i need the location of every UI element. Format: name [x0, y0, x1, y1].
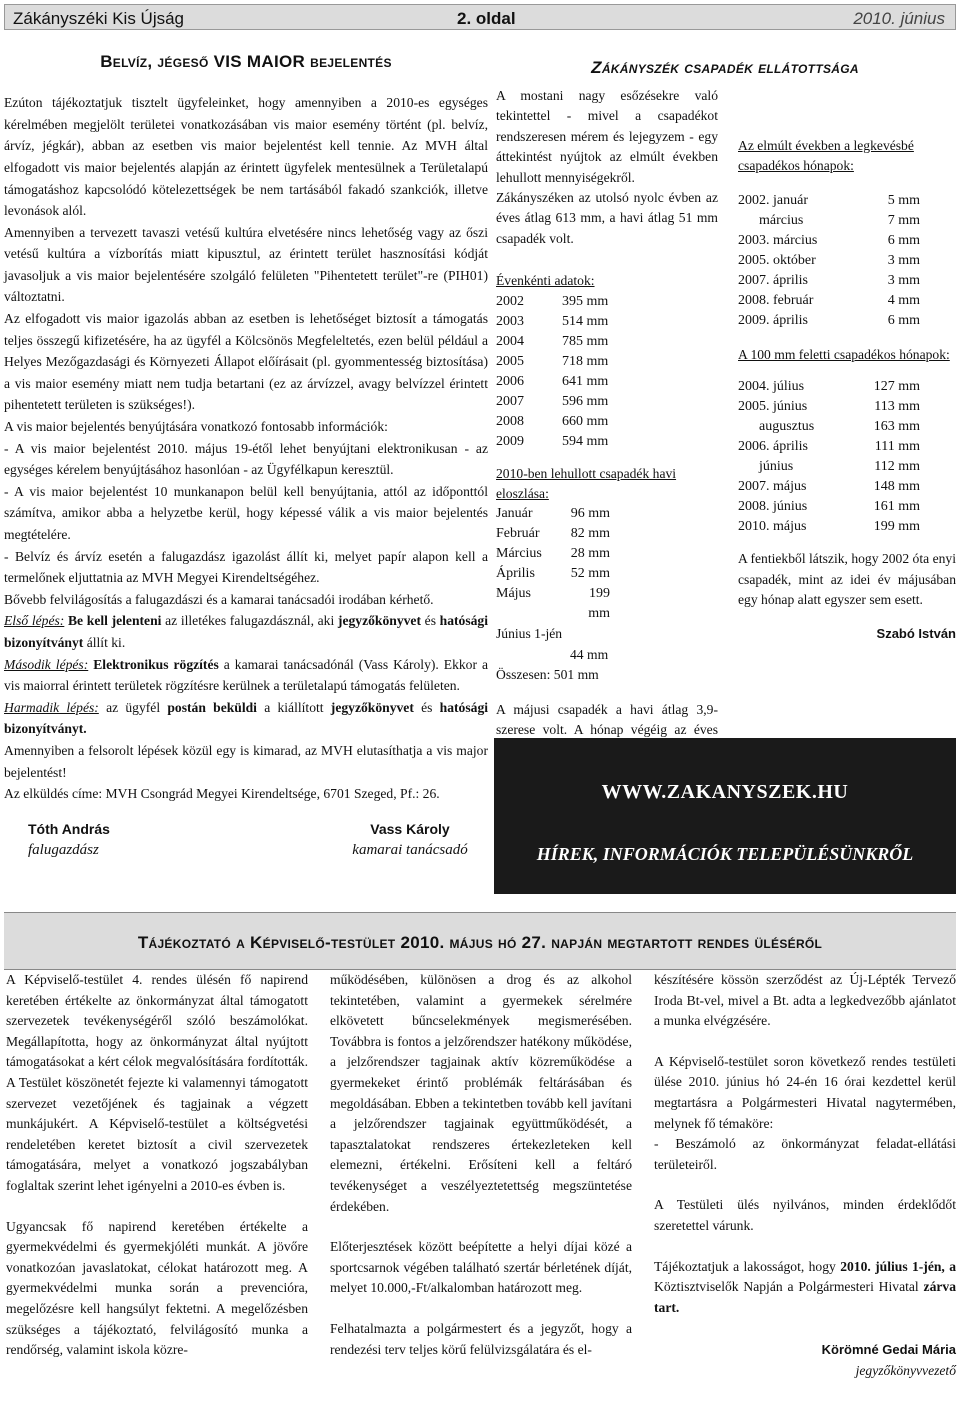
row-label: 2004. július [738, 379, 805, 395]
driest-row [738, 291, 920, 311]
row-value: 395 mm [562, 293, 609, 309]
row-value: 3 mm [887, 252, 920, 268]
row-label: Január [496, 506, 533, 522]
wet-row [738, 497, 920, 517]
row-value: 6 mm [887, 312, 920, 328]
promo-tagline: HÍREK, INFORMÁCIÓK TELEPÜLÉSÜNKRŐL [536, 844, 914, 865]
yearly-row [496, 372, 652, 392]
driest-row [738, 251, 920, 271]
page-header [4, 4, 956, 30]
row-value: 112 mm [874, 459, 920, 475]
paragraph: Amennyiben a tervezett tavaszi vetésű kultúra elvetésére nincs lehetőség vagy az őszi vetésű kultúra a vízborítás miatt kipusztul, az érintett terület hasznosítási kódját javasoljuk a vis maior bejelentésére szolgáló felületen "Pihentetett terület"-re (PIH01) változtatni. [4, 224, 488, 305]
paragraph: Előterjesztések között beépítette a helyi díjai közé a sportcsarnok végében található szertár bérletének díját, melyet 10.000,-Ft/alkalomban határozott meg. [330, 1239, 632, 1296]
row-value: 199 mm [588, 586, 610, 622]
council-col-3 [654, 970, 956, 1382]
paragraph: készítésére kössön szerződést az Új-Lépték Tervező Iroda Bt-vel, mivel a Bt. adta a legkedvezőbb ajánlatot a munka elvégzésére. [654, 972, 956, 1029]
june-row: Június 1-jén [496, 626, 563, 642]
row-value: 113 mm [874, 399, 920, 415]
wet-row [738, 397, 920, 417]
row-value: 718 mm [562, 353, 609, 369]
website-promo [494, 738, 956, 894]
paragraph: A mostani nagy esőzésekre való tekintettel - mivel a csapadékot rendszeresen mérem és lejegyzem - egy áttekintést nyújtok az elmúlt években lehullott mennyiségekről. [496, 88, 718, 185]
council-title: Tájékoztató a Képviselő-testület 2010. május hó 27. napján megtartott rendes üléséről [137, 933, 823, 952]
row-label: Március [496, 546, 542, 562]
monthly-row [496, 544, 610, 564]
council-col-1 [6, 970, 308, 1361]
signature-tanacsado: Vass Károly kamarai tanácsadó [352, 821, 468, 858]
newspaper-title: Zákányszéki Kis Újság [13, 9, 185, 28]
yearly-row [496, 292, 652, 312]
row-value: 594 mm [562, 433, 609, 449]
paragraph: Ugyancsak fő napirend keretében értékelte a gyermekvédelmi és gyermekjóléti munkát. A jövőre vonatkozóan javaslatokat, célokat határozott meg. A gyermekvédelmi munka során a prevencióra, megelőzésre kell hangsúlyt fektetni. A megelőzésben szükséges a tájékoztató, felvilágosító munka a rendőrség, valamint iskola közre- [6, 1218, 308, 1358]
row-value: 660 mm [562, 413, 609, 429]
row-value: 148 mm [873, 479, 920, 495]
row-value: 5 mm [887, 192, 920, 208]
paragraph: Az elfogadott vis maior igazolás abban az esetben is lehetőséget biztosít a támogatás teljes összegű kifizetésére, ha az ügyfél a Kölcsönös Megfeleltetés, ezen belül például a Helyes Mezőgazdasági és Környezeti Állapot előírásait (pl. gyommentesség biztosítása) a vis maior esemény miatt nem tudja betartani (ez az árvízzel, avagy belvízzel érintett pihentetett területen is szükséges!). [4, 311, 488, 413]
row-label: 2005. június [738, 399, 808, 415]
paragraph: A Képviselő-testület 4. rendes ülésén fő napirend keretében értékelte az önkormányzat által támogatott szervezetek tevékenységéről szóló beszámolókat. Megállapította, hogy az önkormányzat által nyújtott támogatásokat a kért célok megvalósítására fordították. A Testület köszönetét fejezte ki valamennyi támogatott szervezet vezetőjének és tagjainak a végzett munkájukért. A Képviselő-testület a költségvetési rendeletében keretet biztosít a civil szervezetek támogatására, melyet a vonatkozó jogszabályban foglaltak szerint lehet igényelni a 2010-es évben is. [6, 972, 308, 1193]
row-label: 2007. május [738, 479, 807, 495]
article-title: Belvíz, jégeső VIS MAIOR bejelentés [100, 52, 392, 71]
yearly-row [496, 412, 652, 432]
row-value: 199 mm [873, 519, 920, 535]
row-value: 7 mm [887, 212, 920, 228]
mailing-address: Az elküldés címe: MVH Csongrád Megyei Kirendeltsége, 6701 Szeged, Pf.: 26. [4, 786, 440, 802]
wet-row [738, 517, 920, 537]
yearly-table [496, 292, 652, 452]
paragraph: - Beszámoló az önkormányzat feladat-ellátási területeiről. [654, 1136, 956, 1172]
paragraph: A Testületi ülés nyilvános, minden érdeklődőt szeretettel várunk. [654, 1197, 956, 1233]
row-label: 2004 [496, 333, 524, 349]
row-value: 3 mm [887, 272, 920, 288]
paragraph: - A vis maior bejelentést 2010. május 19-étől lehet benyújtani elektronikusan - az egységes kérelem benyújtásához hasonlóan - az Ügyfélkapun keresztül. [4, 440, 488, 478]
row-label: 2006. április [738, 439, 808, 455]
row-label: 2003. március [738, 232, 818, 248]
june-value: 44 mm [570, 646, 609, 662]
council-col-2 [330, 970, 632, 1360]
driest-row [738, 191, 920, 211]
row-label: június [738, 459, 794, 475]
rainfall-col-1 [496, 86, 718, 781]
rainfall-col-2 [738, 86, 956, 645]
row-value: 514 mm [562, 313, 609, 329]
row-value: 127 mm [873, 379, 920, 395]
author-role: jegyzőkönyvvezető [855, 1362, 956, 1378]
paragraph: - Belvíz és árvíz esetén a falugazdász igazolást állít ki, melyet papír alapon kell a termelőnek eljuttatnia az MVH Megyei Kirendeltségéhez. [4, 548, 488, 586]
wet-row [738, 417, 920, 437]
row-value: 82 mm [570, 526, 610, 542]
wet-row [738, 377, 920, 397]
row-value: 641 mm [562, 373, 609, 389]
row-label: 2002. január [738, 192, 808, 208]
article-vis-maior [4, 50, 488, 805]
monthly-row [496, 564, 610, 584]
driest-row [738, 311, 920, 331]
row-label: 2010. május [738, 519, 807, 535]
row-value: 596 mm [562, 393, 609, 409]
website-url[interactable]: WWW.ZAKANYSZEK.HU [601, 781, 849, 803]
row-label: 2009. április [738, 312, 808, 328]
monthly-table [496, 504, 610, 624]
row-label: 2005. október [738, 252, 816, 268]
council-title-bar [4, 912, 956, 970]
monthly-row [496, 524, 610, 544]
row-value: 4 mm [887, 292, 920, 308]
author: Szabó István [876, 626, 956, 642]
yearly-title: Évenkénti adatok: [496, 273, 595, 289]
paragraph: A vis maior bejelentés benyújtására vonatkozó fontosabb információk: [4, 419, 388, 435]
row-label: augusztus [738, 419, 815, 435]
paragraph: Bővebb felvilágosítás a falugazdászi és a kamarai tanácsadói irodában kérhető. [4, 591, 434, 607]
row-label: Május [496, 586, 531, 602]
row-value: 6 mm [887, 232, 920, 248]
wet-row [738, 477, 920, 497]
wet-row [738, 437, 920, 457]
signature-falugazdasz: Tóth András falugazdász [28, 821, 110, 858]
row-value: 28 mm [570, 546, 610, 562]
closing-notice: Tájékoztatjuk a lakosságot, hogy 2010. július 1-jén, a Köztisztviselők Napján a Polgármesteri Hivatal zárva tart. [654, 1258, 956, 1315]
row-value: 96 mm [570, 506, 610, 522]
yearly-row [496, 392, 652, 412]
driest-title: Az elmúlt években a legkevésbé csapadékos hónapok: [738, 138, 914, 174]
yearly-row [496, 352, 652, 372]
paragraph: A Képviselő-testület soron következő rendes testületi ülése 2010. június hó 24-én 16 órai kezdettel kerül megtartásra a Polgármesteri Hivatal nagytermében, melynek fő témaköre: [654, 1053, 956, 1131]
driest-table [738, 191, 920, 331]
row-label: 2008. június [738, 499, 808, 515]
row-value: 52 mm [570, 566, 610, 582]
yearly-row [496, 312, 652, 332]
page-number: 2. oldal [457, 9, 516, 28]
row-label: 2003 [496, 313, 524, 329]
row-label: 2002 [496, 293, 524, 309]
monthly-title: 2010-ben lehullott csapadék havi eloszlása: [496, 465, 677, 502]
driest-row [738, 211, 920, 231]
paragraph: Zákányszéken az utolsó nyolc évben az éves átlag 613 mm, a havi átlag 51 mm csapadék volt. [496, 190, 718, 246]
wet-row [738, 457, 920, 477]
row-value: 785 mm [562, 333, 609, 349]
row-value: 161 mm [873, 499, 920, 515]
row-label: 2005 [496, 353, 524, 369]
rainfall-title: Zákányszék csapadék ellátottsága [591, 58, 859, 77]
row-label: 2007. április [738, 272, 808, 288]
monthly-row [496, 504, 610, 524]
article-body [4, 92, 488, 805]
row-label: 2007 [496, 393, 524, 409]
step-2: Második lépés: Elektronikus rögzítés a kamarai tanácsadónál (Vass Károly). Ekkor a vis maiorral érintett területek rögzítésre kerülnek a területalapú támogatás felületen. [4, 656, 488, 694]
paragraph: Felhatalmazta a polgármestert és a jegyzőt, hogy a rendezési terv teljes körű felülvizsgálatára és el- [330, 1320, 632, 1357]
row-value: 111 mm [874, 439, 920, 455]
total-row: Összesen: 501 mm [496, 667, 599, 683]
driest-row [738, 271, 920, 291]
wet-title: A 100 mm feletti csapadékos hónapok: [738, 346, 950, 362]
row-label: 2008. február [738, 292, 814, 308]
paragraph: Amennyiben a felsorolt lépések közül egy is kimarad, az MVH elutasíthatja a vis major bejelentést! [4, 742, 488, 780]
step-1: Első lépés: Be kell jelenteni az illetékes falugazdásznál, aki jegyzőkönyvet és hatósági bizonyítványt állít ki. [4, 613, 488, 650]
yearly-row [496, 332, 652, 352]
paragraph: A májusi csapadék a havi átlag 3,9-szerese volt. A hónap végéig az éves [496, 701, 718, 738]
author-name: Körömné Gedai Mária [821, 1342, 956, 1358]
driest-row [738, 231, 920, 251]
row-label: 2009 [496, 433, 524, 449]
row-value: 163 mm [873, 419, 920, 435]
paragraph: - A vis maior bejelentést 10 munkanapon belül kell benyújtania, attól az időponttól számítva, amikor abba a helyzetbe kerül, hogy képessé válik a vis maior bejelentés megtételére. [4, 483, 488, 542]
paragraph: A fentiekből látszik, hogy 2002 óta enyi csapadék, mint az idei év májusában egy hónap alatt egyszer sem esett. [738, 551, 956, 608]
paragraph: működésében, különösen a drog és az alkohol tekintetében, valamint a gyermekek sérelmére elkövetett bűncselekmények megismerésében. Továbbra is fontos a jelzőrendszer hatékony működése, a jelzőrendszer tagjainak aktív közreműködése a gyermekeket érintő problémák feltárásában és megoldásában. Ebben a tekintetben tovább kell javítani a jelzőrendszer tagjainak együttműködését, a tapasztalatokat rendszeres értekezleteken kell elemezni, értékelni. Erősíteni kell a feltáró tevékenységet a veszélyeztetettség megszüntetése érdekében. [330, 972, 632, 1214]
row-label: Február [496, 526, 540, 542]
step-3: Harmadik lépés: az ügyfél postán beküldi a kiállított jegyzőkönyvet és hatósági bizonyítványt. [4, 699, 489, 737]
wet-table [738, 377, 920, 537]
row-label: 2006 [496, 373, 524, 389]
paragraph: Ezúton tájékoztatjuk tisztelt ügyfeleinket, hogy amennyiben a 2010-es egységes kérelmében megjelölt területei vonatkozásában vis maior esemény történt (pl. belvíz, árvíz, jégkár), abban az esetben vis maior bejelentést kell tennie. Az MVH által elfogadott vis maior bejelentés alapján az érintett ügyfelek mentesülnek a Területalapú támogatáshoz kapcsolódó kötelezettségek be nem tartásából fakadó szankciók, illetve levonások alól. [4, 95, 488, 219]
yearly-row [496, 432, 652, 452]
row-label: március [738, 212, 804, 228]
row-label: 2008 [496, 413, 524, 429]
monthly-row [496, 584, 610, 624]
issue-date: 2010. június [853, 9, 945, 28]
row-label: Április [496, 566, 535, 582]
